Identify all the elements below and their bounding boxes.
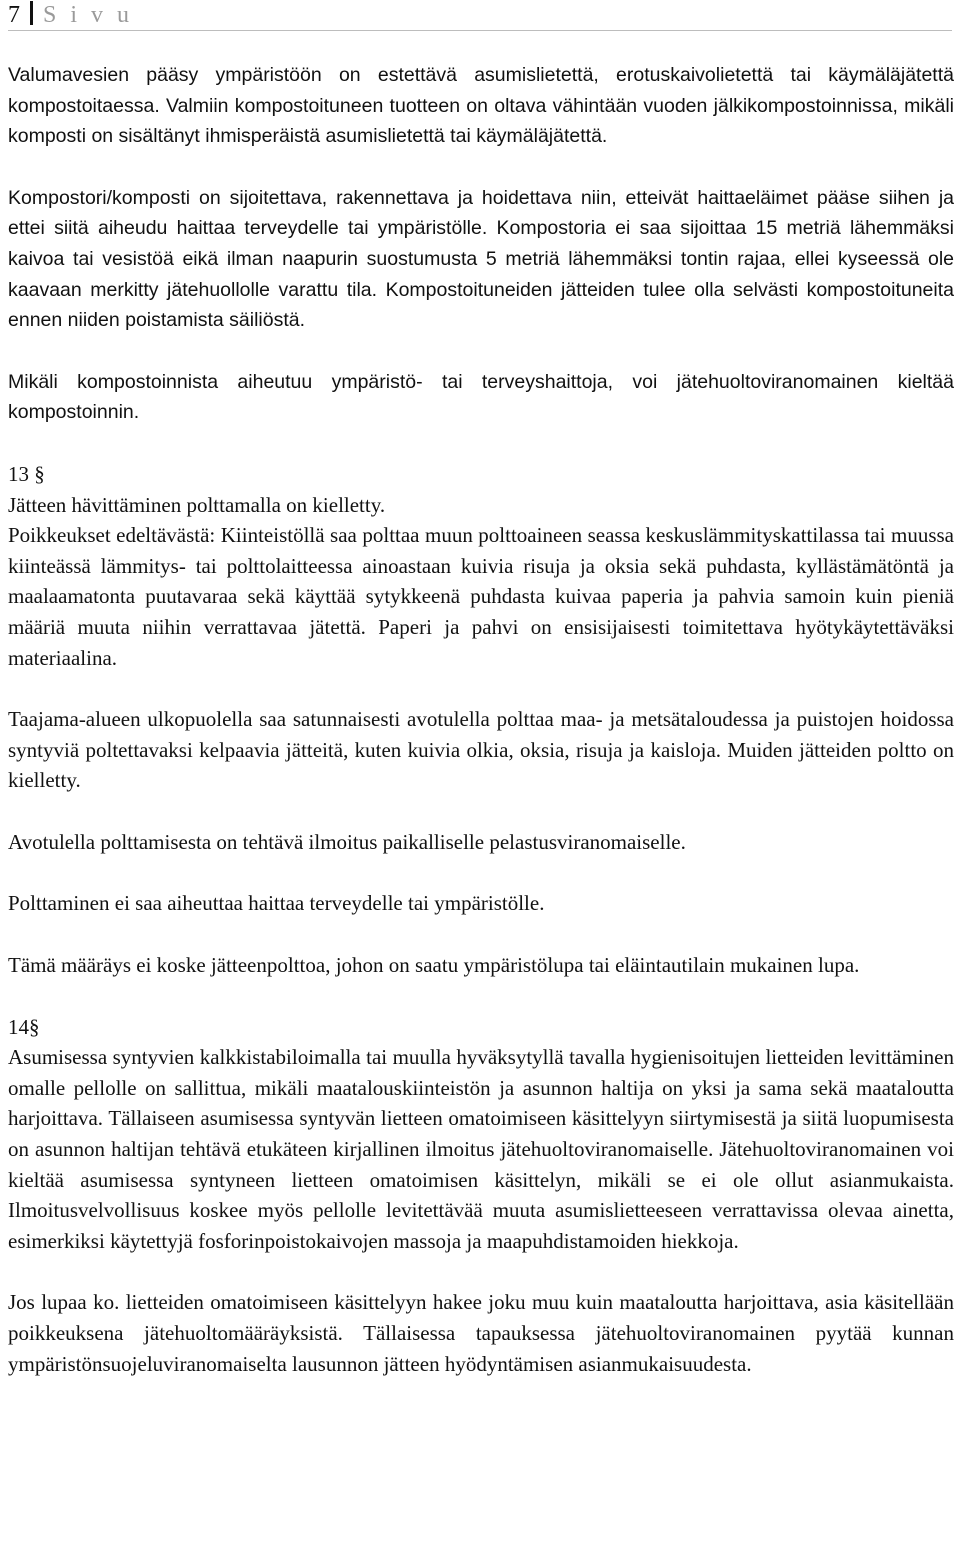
section-heading-14: 14§ bbox=[8, 1014, 40, 1039]
page-number: 7 bbox=[8, 2, 20, 28]
paragraph-burning-harm: Polttaminen ei saa aiheuttaa haittaa terveydelle tai ympäristölle. bbox=[8, 891, 545, 916]
paragraph-composter-placement: Kompostori/komposti on sijoitettava, rakennettava ja hoidettava niin, etteivät haittaeläimet pääse siihen ja ettei siitä aiheudu haittaa terveydelle tai ympäristölle. Kompostoria ei saa sijoittaa 15 metriä lähemmäksi kaivoa tai vesistöä eikä ilman naapurin suostumusta 5 metriä lähemmäksi tontin rajaa, ellei kyseessä ole kaavaan merkitty jätehuollolle varattu tila. Kompostoituneiden jätteiden tulee olla selvästi kompostoituneita ennen niiden poistamista säiliöstä. bbox=[8, 186, 954, 332]
document-body bbox=[8, 60, 954, 1379]
section-title-13: Jätteen hävittäminen polttamalla on kielletty. bbox=[8, 492, 386, 517]
section-heading-13: 13 § bbox=[8, 461, 45, 486]
paragraph-runoff-water: Valumavesien pääsy ympäristöön on estettävä asumislietettä, erotuskaivolietettä tai käymäläjätettä kompostoitaessa. Valmiin kompostoituneen tuotteen on oltava vähintään vuoden jälkikompostoinnissa, mikäli komposti on sisältänyt ihmisperäistä asumislietettä tai käymäläjätettä. bbox=[8, 64, 954, 148]
paragraph-open-fire-rural: Taajama-alueen ulkopuolella saa satunnaisesti avotulella polttaa maa- ja metsätaloudessa ja puistojen hoidossa syntyviä poltettavaksi kelpaavia jätteitä, kuten kuivia olkia, oksia, risuja ja kaisloja. Muiden jätteiden poltto on kielletty. bbox=[8, 707, 954, 793]
paragraph-sludge-permit: Jos lupaa ko. lietteiden omatoimiseen käsittelyyn hakee joku muu kuin maataloutta harjoittava, asia käsitellään poikkeuksena jätehuoltomääräyksistä. Tällaisessa tapauksessa jätehuoltoviranomainen pyytää kunnan ympäristönsuojeluviranomaiselta lausunnon jätteen hyödyntämisen asianmukaisuudesta. bbox=[8, 1290, 954, 1376]
paragraph-burning-exceptions: Poikkeukset edeltävästä: Kiinteistöllä saa polttaa muun polttoaineen seassa keskuslämmityskattilassa tai muussa kiinteässä lämmitys- tai polttolaitteessa ainoastaan kuivia risuja ja oksia sekä puhdasta, kyllästämätöntä ja maalaamatonta puutavaraa sekä käyttää sytykkeenä puhdasta kuivaa paperia ja pahvia samoin kuin pieniä määriä muuta niihin verrattavaa jätettä. Paperi ja pahvi on ensisijaisesti toimitettava hyötykäytettäväksi materiaalina. bbox=[8, 523, 954, 670]
page-header bbox=[8, 0, 952, 31]
paragraph-open-fire-notice: Avotulella polttamisesta on tehtävä ilmoitus paikalliselle pelastusviranomaiselle. bbox=[8, 829, 686, 854]
paragraph-sludge-spreading: Asumisessa syntyvien kalkkistabiloimalla tai muulla hyväksytyllä tavalla hygienisoitujen lietteiden levittäminen omalle pellolle on sallittua, mikäli maatalouskiinteistön ja asunnon haltija on yksi ja sama sekä maataloutta harjoittava. Tällaiseen asumisessa syntyvän lietteen omatoimiseen käsittelyyn siirtymisestä ja siitä luopumisesta on asunnon haltijan tehtävä etukäteen kirjallinen ilmoitus jätehuoltoviranomaiselle. Jätehuoltoviranomainen voi kieltää asumisessa syntyneen lietteen omatoimisen käsittelyn, mikäli se ei ole ollut asianmukaista. Ilmoitusvelvollisuus koskee myös pellolle levitettävää muuta asumislietteeseen verrattavissa olevaa ainetta, esimerkiksi käytettyjä fosforinpoistokaivojen massoja ja maapuhdistamoiden hiekkoja. bbox=[8, 1045, 954, 1253]
page-label: S i v u bbox=[43, 2, 134, 28]
header-divider bbox=[30, 1, 33, 25]
paragraph-incineration-exemption: Tämä määräys ei koske jätteenpolttoa, johon on saatu ympäristölupa tai eläintautilain mukainen lupa. bbox=[8, 953, 860, 978]
paragraph-composting-ban: Mikäli kompostoinnista aiheutuu ympäristö- tai terveyshaittoja, voi jätehuoltoviranomainen kieltää kompostoinnin. bbox=[8, 370, 954, 424]
